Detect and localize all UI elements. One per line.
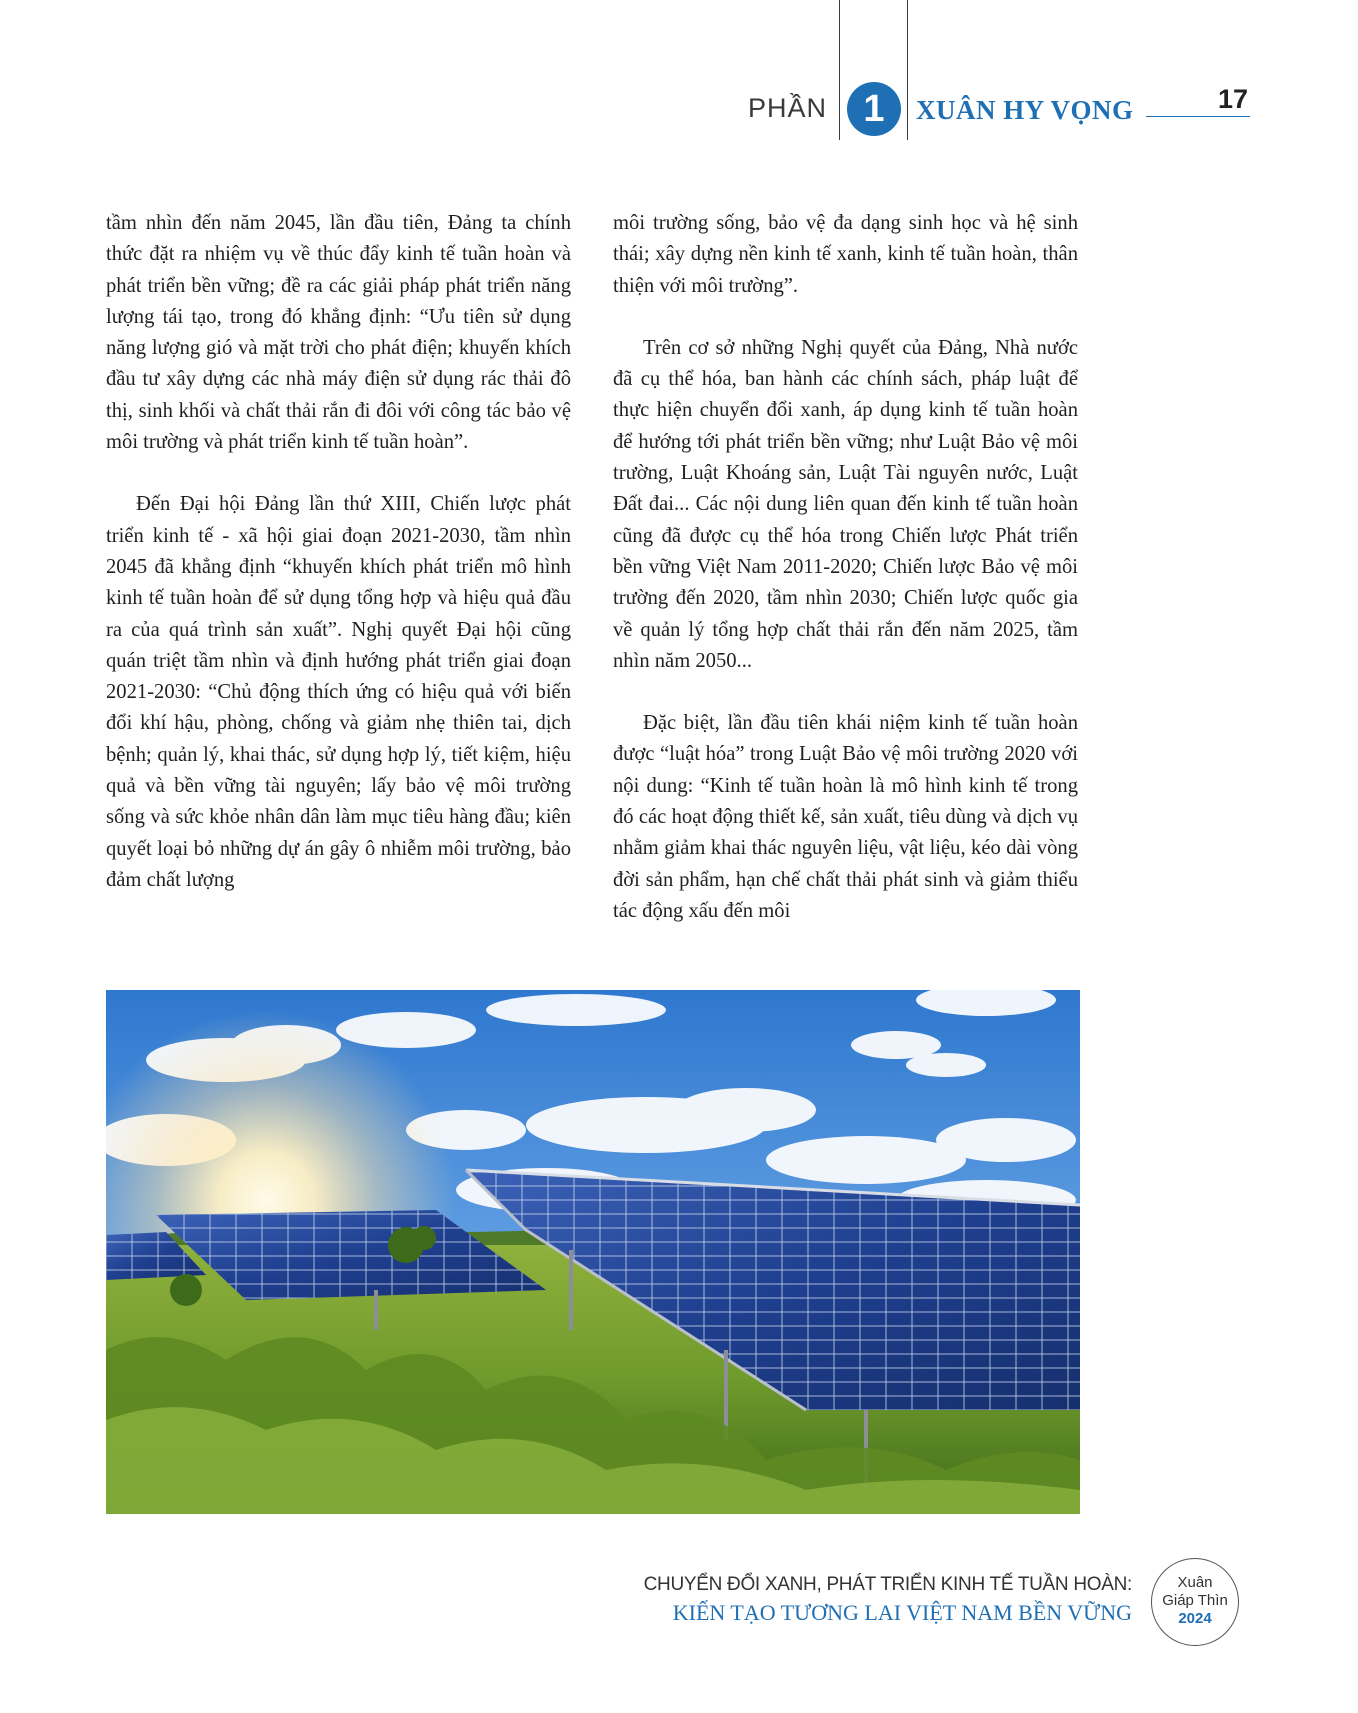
edition-badge xyxy=(1151,1558,1239,1646)
text-column-right xyxy=(613,208,1078,958)
part-title: XUÂN HY VỌNG xyxy=(916,95,1134,125)
edition-badge-line1: Xuân xyxy=(1177,1574,1213,1591)
paragraph: Đặc biệt, lần đầu tiên khái niệm kinh tế tuần hoàn được “luật hóa” trong Luật Bảo vệ môi trường 2020 với nội dung: “Kinh tế tuần hoàn là mô hình kinh tế trong đó các hoạt động thiết kế, sản xuất, tiêu dùng và dịch vụ nhằm giảm khai thác nguyên liệu, vật liệu, kéo dài vòng đời sản phẩm, hạn chế chất thải phát sinh và giảm thiểu tác động xấu đến môi xyxy=(613,712,1078,922)
page-number: 17 xyxy=(1218,84,1249,114)
page-number-rule xyxy=(1146,116,1250,117)
header-divider-right xyxy=(907,0,908,140)
edition-badge-year: 2024 xyxy=(1178,1610,1212,1627)
header-divider-left xyxy=(839,0,840,140)
solar-panel-illustration xyxy=(106,990,1080,1514)
paragraph: Đến Đại hội Đảng lần thứ XIII, Chiến lược phát triển kinh tế - xã hội giai đoạn 2021-2030, tầm nhìn 2045 đã khẳng định “khuyến khích phát triển mô hình kinh tế tuần hoàn để sử dụng tổng hợp và hiệu quả đầu ra của quá trình sản xuất”. Nghị quyết Đại hội cũng quán triệt tầm nhìn và định hướng phát triển giai đoạn 2021-2030: “Chủ động thích ứng có hiệu quả với biến đổi khí hậu, phòng, chống và giảm nhẹ thiên tai, dịch bệnh; quản lý, khai thác, sử dụng hợp lý, tiết kiệm, hiệu quả và bền vững tài nguyên; lấy bảo vệ môi trường sống và sức khỏe nhân dân làm mục tiêu hàng đầu; kiên quyết loại bỏ những dự án gây ô nhiễm môi trường, bảo đảm chất lượng xyxy=(106,493,571,891)
edition-badge-line2: Giáp Thìn xyxy=(1162,1592,1228,1609)
text-column-left xyxy=(106,208,571,927)
part-label: PHẦN xyxy=(748,93,828,123)
solar-panel-photo xyxy=(106,990,1080,1514)
footer-series-subtitle: KIẾN TẠO TƯƠNG LAI VIỆT NAM BỀN VỮNG xyxy=(672,1600,1132,1625)
part-number-badge: 1 xyxy=(847,82,901,136)
paragraph: tầm nhìn đến năm 2045, lần đầu tiên, Đảng ta chính thức đặt ra nhiệm vụ về thúc đẩy kinh tế tuần hoàn và phát triển bền vững; đề ra các giải pháp phát triển năng lượng tái tạo, trong đó khẳng định: “Ưu tiên sử dụng năng lượng gió và mặt trời cho phát điện; khuyến khích đầu tư xây dựng các nhà máy điện sử dụng rác thải đô thị, sinh khối và chất thải rắn đi đôi với công tác bảo vệ môi trường và phát triển kinh tế tuần hoàn”. xyxy=(106,212,571,454)
footer-series-title: CHUYỂN ĐỔI XANH, PHÁT TRIỂN KINH TẾ TUẦN HOÀN: xyxy=(643,1574,1132,1595)
paragraph: Trên cơ sở những Nghị quyết của Đảng, Nhà nước đã cụ thể hóa, ban hành các chính sách, pháp luật để thực hiện chuyển đổi xanh, áp dụng kinh tế tuần hoàn để hướng tới phát triển bền vững; như Luật Bảo vệ môi trường, Luật Khoáng sản, Luật Tài nguyên nước, Luật Đất đai... Các nội dung liên quan đến kinh tế tuần hoàn cũng đã được cụ thể hóa trong Chiến lược Phát triển bền vững Việt Nam 2011-2020; Chiến lược Bảo vệ môi trường đến 2020, tầm nhìn 2030; Chiến lược quốc gia về quản lý tổng hợp chất thải rắn đến năm 2025, tầm nhìn năm 2050... xyxy=(613,336,1078,672)
paragraph: môi trường sống, bảo vệ đa dạng sinh học và hệ sinh thái; xây dựng nền kinh tế xanh, kinh tế tuần hoàn, thân thiện với môi trường”. xyxy=(613,212,1078,297)
